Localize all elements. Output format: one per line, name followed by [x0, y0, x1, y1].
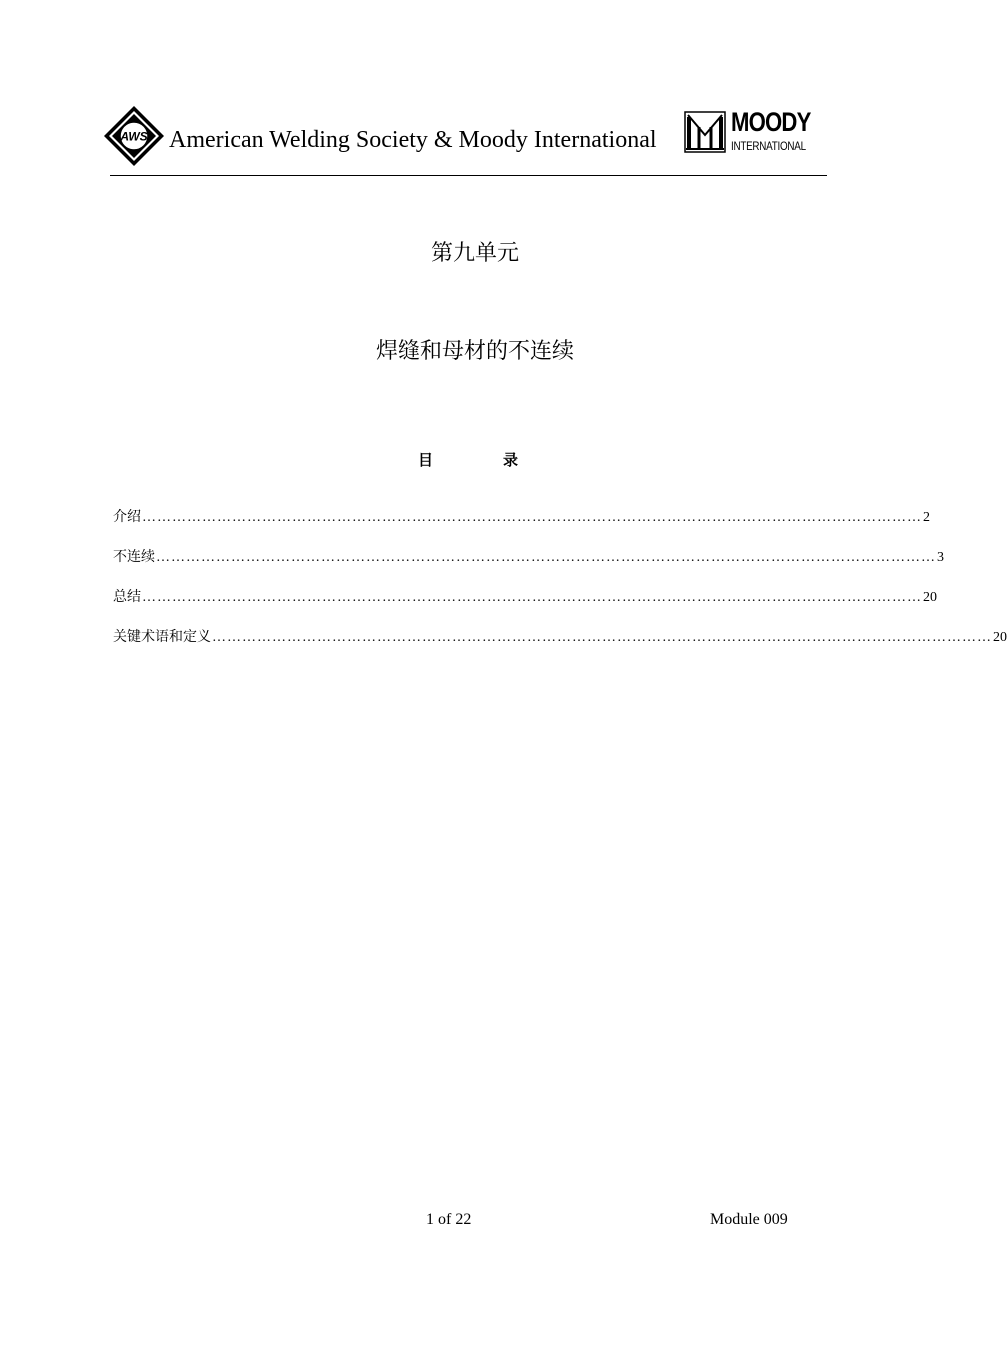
header-title: American Welding Society & Moody International [169, 127, 657, 153]
footer-module-label: Module 009 [710, 1211, 788, 1228]
header-divider [110, 175, 827, 176]
moody-logo-mark [684, 111, 728, 155]
table-of-contents [113, 506, 1007, 666]
aws-logo-text: AWS [120, 129, 148, 144]
toc-leader-dots: ………………………………………………………………………………………………………………………………………… [156, 550, 936, 565]
toc-entry-page: 2 [923, 510, 930, 525]
aws-logo [103, 105, 165, 167]
toc-leader-dots: ………………………………………………………………………………………………………………………………………… [212, 630, 992, 645]
toc-leader-dots: ………………………………………………………………………………………………………………………………………… [142, 510, 922, 525]
toc-entry-label: 介绍 [113, 510, 141, 525]
toc-leader-dots: ………………………………………………………………………………………………………………………………………… [142, 590, 922, 605]
toc-entry-page: 20 [923, 590, 937, 605]
toc-entry[interactable] [113, 626, 1007, 666]
toc-entry[interactable] [113, 586, 937, 626]
moody-logo-subtitle: INTERNATIONAL [731, 139, 806, 153]
toc-heading-right: 录 [503, 451, 519, 469]
toc-entry-label: 不连续 [113, 550, 155, 565]
module-title: 第九单元 [430, 241, 519, 266]
footer-page-number: 1 of 22 [426, 1211, 472, 1228]
moody-logo-word: MOODY [731, 107, 811, 137]
document-title: 焊缝和母材的不连续 [375, 339, 574, 364]
toc-entry[interactable] [113, 546, 944, 586]
toc-heading-left: 目 [418, 451, 434, 469]
toc-entry-label: 关键术语和定义 [113, 630, 211, 645]
page-header [103, 103, 827, 176]
toc-entry-label: 总结 [113, 590, 141, 605]
toc-entry-page: 20 [993, 630, 1007, 645]
toc-entry[interactable] [113, 506, 930, 546]
toc-heading [418, 449, 518, 470]
toc-entry-page: 3 [937, 550, 944, 565]
